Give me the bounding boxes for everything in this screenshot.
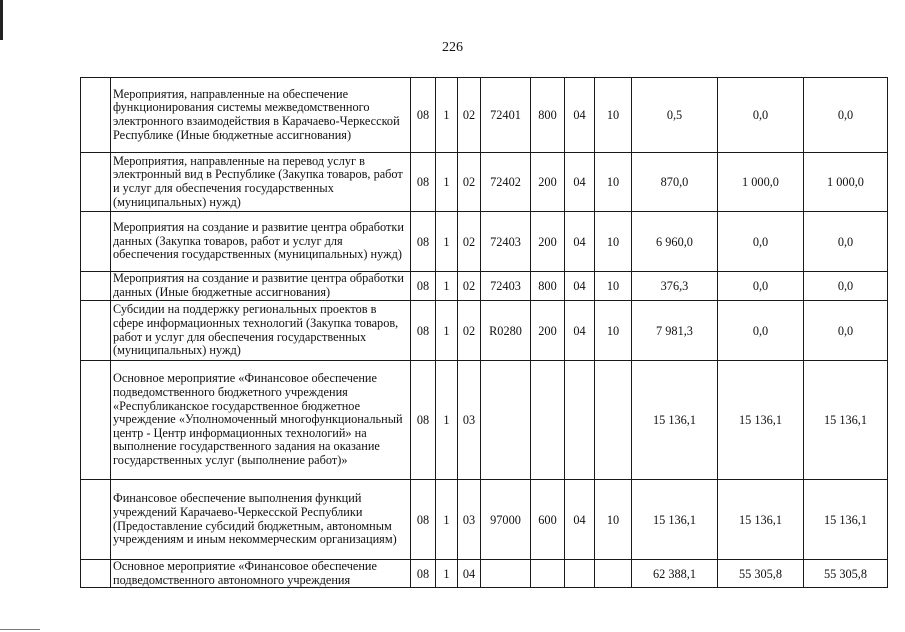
code-section-cell: 08	[411, 212, 436, 272]
activity-name-cell: Финансовое обеспечение выполнения функций учреждений Карачаево-Черкесской Республики (Предоставление субсидий бюджетным, автономным учреждениям и иным некоммерческим организациям)	[111, 480, 411, 560]
code-program-cell: 1	[436, 480, 458, 560]
code-expense-type-cell	[531, 361, 565, 480]
amount-year2-cell: 0,0	[718, 301, 804, 361]
activity-name-cell: Мероприятия на создание и развитие центра обработки данных (Иные бюджетные ассигнования)	[111, 272, 411, 301]
code-subprogram-cell: 03	[458, 361, 481, 480]
code-subprogram-cell: 02	[458, 78, 481, 153]
activity-name-cell: Мероприятия, направленные на перевод услуг в электронный вид в Республике (Закупка товаров, работ и услуг для обеспечения государственных (муниципальных) нужд)	[111, 153, 411, 212]
code-section-cell: 08	[411, 560, 436, 588]
amount-year2-cell: 15 136,1	[718, 480, 804, 560]
code-program-cell: 1	[436, 560, 458, 588]
code-direction-cell	[481, 560, 531, 588]
code-kosgu-cell: 10	[595, 480, 632, 560]
code-program-cell: 1	[436, 153, 458, 212]
code-kosgu-cell	[595, 361, 632, 480]
amount-year1-cell: 62 388,1	[632, 560, 718, 588]
code-expense-type-cell: 200	[531, 153, 565, 212]
code-subsection-cell: 04	[565, 301, 595, 361]
code-subprogram-cell: 04	[458, 560, 481, 588]
code-section-cell: 08	[411, 272, 436, 301]
budget-table	[80, 77, 888, 588]
amount-year1-cell: 7 981,3	[632, 301, 718, 361]
code-section-cell: 08	[411, 301, 436, 361]
code-kosgu-cell: 10	[595, 153, 632, 212]
row-index-cell	[81, 480, 111, 560]
row-index-cell	[81, 560, 111, 588]
code-section-cell: 08	[411, 78, 436, 153]
code-subprogram-cell: 03	[458, 480, 481, 560]
activity-name-cell: Основное мероприятие «Финансовое обеспечение подведомственного бюджетного учреждения «Республиканское государственное бюджетное учреждение «Уполномоченный многофункциональный центр - Центр информационных технологий» на выполнение государственного задания на оказание государственных услуг (выполнение работ)»	[111, 361, 411, 480]
code-subprogram-cell: 02	[458, 272, 481, 301]
table-row	[81, 212, 888, 272]
row-index-cell	[81, 361, 111, 480]
scan-edge-mark	[0, 629, 40, 630]
activity-name-cell: Мероприятия на создание и развитие центра обработки данных (Закупка товаров, работ и услуг для обеспечения государственных (муниципальных) нужд)	[111, 212, 411, 272]
amount-year3-cell: 1 000,0	[804, 153, 888, 212]
row-index-cell	[81, 301, 111, 361]
code-expense-type-cell: 800	[531, 272, 565, 301]
code-expense-type-cell	[531, 560, 565, 588]
code-kosgu-cell: 10	[595, 272, 632, 301]
amount-year2-cell: 0,0	[718, 78, 804, 153]
code-expense-type-cell: 200	[531, 212, 565, 272]
table-body	[81, 78, 888, 588]
code-subsection-cell: 04	[565, 272, 595, 301]
amount-year3-cell: 15 136,1	[804, 361, 888, 480]
row-index-cell	[81, 78, 111, 153]
row-index-cell	[81, 272, 111, 301]
code-subprogram-cell: 02	[458, 153, 481, 212]
code-expense-type-cell: 200	[531, 301, 565, 361]
code-kosgu-cell: 10	[595, 301, 632, 361]
code-subsection-cell: 04	[565, 78, 595, 153]
amount-year2-cell: 1 000,0	[718, 153, 804, 212]
code-section-cell: 08	[411, 153, 436, 212]
activity-name-cell: Основное мероприятие «Финансовое обеспечение подведомственного автономного учреждения	[111, 560, 411, 588]
code-subsection-cell: 04	[565, 212, 595, 272]
page-number: 226	[442, 40, 463, 55]
amount-year1-cell: 376,3	[632, 272, 718, 301]
code-subsection-cell: 04	[565, 153, 595, 212]
code-expense-type-cell: 600	[531, 480, 565, 560]
code-direction-cell: R0280	[481, 301, 531, 361]
amount-year3-cell: 0,0	[804, 272, 888, 301]
code-program-cell: 1	[436, 361, 458, 480]
code-subprogram-cell: 02	[458, 212, 481, 272]
code-program-cell: 1	[436, 301, 458, 361]
code-kosgu-cell: 10	[595, 78, 632, 153]
code-program-cell: 1	[436, 78, 458, 153]
amount-year1-cell: 870,0	[632, 153, 718, 212]
code-subsection-cell	[565, 560, 595, 588]
code-direction-cell: 72402	[481, 153, 531, 212]
code-section-cell: 08	[411, 480, 436, 560]
code-direction-cell: 72403	[481, 272, 531, 301]
table-row	[81, 153, 888, 212]
code-section-cell: 08	[411, 361, 436, 480]
amount-year1-cell: 0,5	[632, 78, 718, 153]
table-row	[81, 480, 888, 560]
amount-year1-cell: 6 960,0	[632, 212, 718, 272]
code-kosgu-cell	[595, 560, 632, 588]
code-direction-cell	[481, 361, 531, 480]
code-subsection-cell	[565, 361, 595, 480]
code-direction-cell: 72403	[481, 212, 531, 272]
table-row	[81, 272, 888, 301]
amount-year3-cell: 15 136,1	[804, 480, 888, 560]
amount-year2-cell: 0,0	[718, 272, 804, 301]
amount-year3-cell: 0,0	[804, 78, 888, 153]
code-program-cell: 1	[436, 272, 458, 301]
amount-year2-cell: 55 305,8	[718, 560, 804, 588]
code-kosgu-cell: 10	[595, 212, 632, 272]
row-index-cell	[81, 153, 111, 212]
code-subsection-cell: 04	[565, 480, 595, 560]
table-row	[81, 78, 888, 153]
scan-edge	[0, 0, 3, 40]
code-subprogram-cell: 02	[458, 301, 481, 361]
code-direction-cell: 97000	[481, 480, 531, 560]
code-expense-type-cell: 800	[531, 78, 565, 153]
table-row	[81, 301, 888, 361]
row-index-cell	[81, 212, 111, 272]
amount-year1-cell: 15 136,1	[632, 361, 718, 480]
amount-year2-cell: 0,0	[718, 212, 804, 272]
amount-year2-cell: 15 136,1	[718, 361, 804, 480]
activity-name-cell: Субсидии на поддержку региональных проектов в сфере информационных технологий (Закупка товаров, работ и услуг для обеспечения государственных (муниципальных) нужд)	[111, 301, 411, 361]
amount-year3-cell: 55 305,8	[804, 560, 888, 588]
amount-year1-cell: 15 136,1	[632, 480, 718, 560]
amount-year3-cell: 0,0	[804, 301, 888, 361]
code-direction-cell: 72401	[481, 78, 531, 153]
activity-name-cell: Мероприятия, направленные на обеспечение функционирования системы межведомственного электронного взаимодействия в Карачаево-Черкесской Республике (Иные бюджетные ассигнования)	[111, 78, 411, 153]
table-row	[81, 361, 888, 480]
table-row	[81, 560, 888, 588]
amount-year3-cell: 0,0	[804, 212, 888, 272]
code-program-cell: 1	[436, 212, 458, 272]
